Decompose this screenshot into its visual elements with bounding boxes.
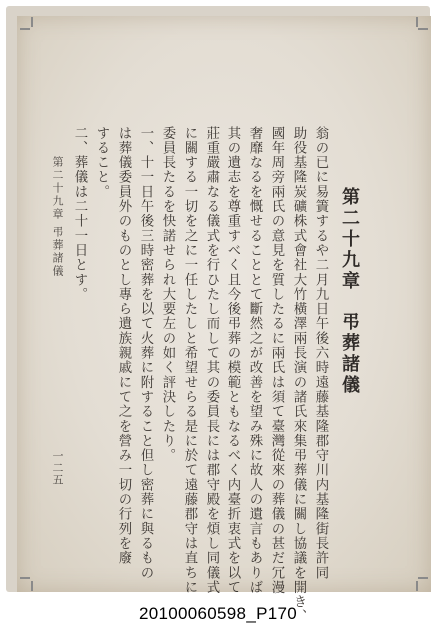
crop-mark [20, 28, 30, 30]
running-head-chapter: 第二十九章 [51, 156, 64, 221]
body-line: 奢靡なるを慨せることとて斷然之が改善を望み殊に故人の遺言もありば [247, 126, 262, 595]
crop-mark [416, 581, 418, 591]
crop-mark [416, 17, 418, 27]
body-line: 國年周旁兩氏の意見を質したるに兩氏は須て臺灣從來の葬儀の甚だ冗漫 [269, 126, 284, 595]
body-line: 助役基隆炭礦株式會社大竹橫澤兩長演の諸氏來集弔葬儀に關し協議を開き、 [291, 126, 306, 625]
body-line: は葬儀委員外のものとし專ら遺族親戚にて之を營み一切の行列を廢 [116, 126, 131, 566]
body-line: 二、葬儀は二十一日とす。 [72, 126, 87, 302]
running-head-title: 弔葬諸儀 [51, 226, 64, 278]
crop-mark [418, 28, 428, 30]
body-line: 一、十一日午後三時密葬を以て火葬に附すること但し密葬に與るもの [138, 126, 153, 581]
body-line: 翁の已に易簀するや二月九日午後六時遠藤基隆郡守川内基隆街長許同 [313, 126, 328, 581]
body-line: 莊重嚴肅なる儀式を行ひたし而して其の委員長には郡守殿を煩し同儀式 [204, 126, 219, 595]
crop-mark [418, 577, 428, 579]
page-number: 一二五 [51, 450, 64, 486]
crop-mark [31, 581, 33, 591]
chapter-heading [336, 187, 362, 396]
chapter-title: 弔葬諸儀 [339, 312, 360, 396]
body-line: 其の遺志を尊重すべく且今後弔葬の模範ともなるべく内臺折衷式を以て [225, 126, 240, 595]
crop-mark [31, 17, 33, 27]
body-line: に關する一切を之に一任したしと希望せらる是に於て遠藤郡守は直ちに [182, 126, 197, 595]
body-line: 委員長たるを快諾せられ大要左の如く評決したり。 [160, 126, 175, 463]
chapter-number: 第二十九章 [339, 187, 360, 292]
crop-mark [20, 577, 30, 579]
body-line: すること。 [94, 126, 109, 200]
image-caption: 20100060598_P170 [139, 604, 297, 623]
